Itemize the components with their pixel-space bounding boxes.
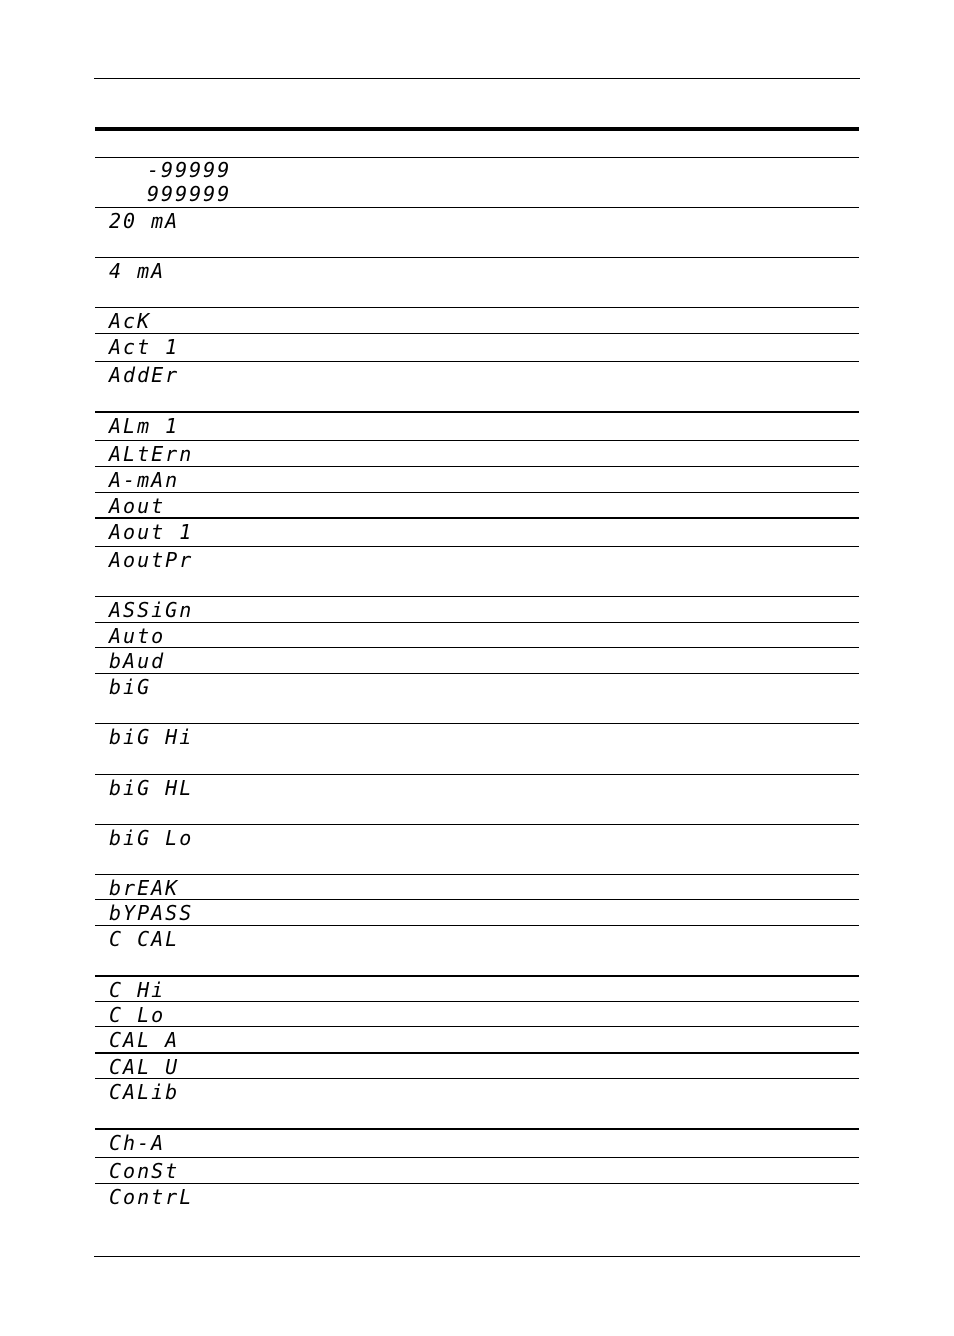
display-code: biG — [109, 675, 152, 699]
table-row — [95, 440, 859, 466]
display-code: ALm 1 — [109, 414, 180, 438]
table-row — [95, 975, 859, 1001]
table-row — [95, 723, 859, 774]
table-row — [95, 1157, 859, 1183]
table-row — [95, 411, 859, 440]
display-code: biG Hi — [109, 725, 194, 749]
range-min: -99999 — [147, 158, 232, 182]
display-code: Aout 1 — [109, 520, 194, 544]
table-row — [95, 774, 859, 824]
table-row — [95, 361, 859, 411]
display-code: Aout — [109, 494, 166, 518]
table-row — [95, 546, 859, 596]
display-code: Act 1 — [109, 335, 180, 359]
display-code: AoutPr — [109, 548, 194, 572]
display-code: ConSt — [109, 1159, 180, 1183]
table-row — [95, 1026, 859, 1052]
display-code: C Lo — [109, 1003, 166, 1027]
table-top-rule — [95, 127, 859, 131]
table-row — [95, 517, 859, 546]
display-code: 4 mA — [109, 259, 166, 283]
display-code: C CAL — [109, 927, 180, 951]
table-row — [95, 1052, 859, 1078]
display-code: A-mAn — [109, 468, 180, 492]
table-row — [95, 1078, 859, 1128]
display-code: CAL U — [109, 1055, 180, 1079]
display-code: biG Lo — [109, 826, 194, 850]
table-row — [95, 925, 859, 975]
table-row — [95, 673, 859, 723]
display-code: Auto — [109, 624, 166, 648]
table-row — [95, 333, 859, 361]
display-code: brEAK — [109, 876, 180, 900]
range-max: 999999 — [147, 182, 232, 206]
footer-rule — [94, 1256, 860, 1257]
table-row — [95, 824, 859, 874]
display-code: C Hi — [109, 978, 166, 1002]
display-code: CAL A — [109, 1028, 180, 1052]
table-row — [95, 622, 859, 647]
display-code: 20 mA — [109, 209, 180, 233]
table-row — [95, 257, 859, 307]
display-code: AcK — [109, 309, 152, 333]
table-row — [95, 207, 859, 257]
display-code: ContrL — [109, 1185, 194, 1209]
table-row — [95, 1001, 859, 1026]
table-row — [95, 466, 859, 492]
table-row — [95, 899, 859, 925]
range-row — [95, 157, 859, 207]
display-code: CALib — [109, 1080, 180, 1104]
display-code: biG HL — [109, 776, 194, 800]
display-code: ALtErn — [109, 442, 194, 466]
table-row — [95, 1183, 859, 1255]
table-row — [95, 647, 859, 673]
display-code: bAud — [109, 649, 166, 673]
table-row — [95, 492, 859, 517]
table-row — [95, 1128, 859, 1157]
table-row — [95, 307, 859, 333]
header-rule — [94, 78, 860, 79]
display-code: ASSiGn — [109, 598, 194, 622]
display-code: AddEr — [109, 363, 180, 387]
display-code: bYPASS — [109, 901, 194, 925]
display-code: Ch-A — [109, 1131, 166, 1155]
table-row — [95, 874, 859, 899]
table-row — [95, 596, 859, 622]
